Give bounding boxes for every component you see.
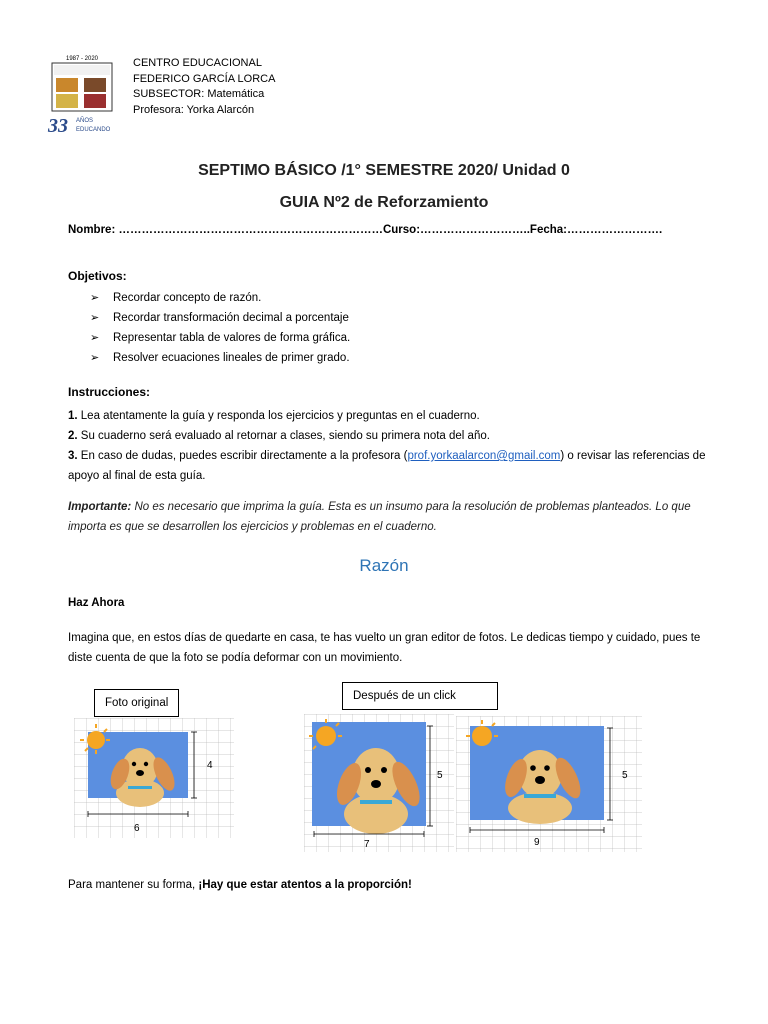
instructions-body bbox=[68, 406, 718, 486]
after-click-figure-2 bbox=[456, 716, 642, 852]
after1-height-label: 5 bbox=[437, 770, 443, 781]
after1-width-label: 7 bbox=[364, 839, 370, 850]
school-logo bbox=[44, 52, 120, 138]
original-photo-figure bbox=[74, 718, 234, 848]
teacher: Profesora: Yorka Alarcón bbox=[133, 103, 255, 116]
objectives-heading: Objetivos: bbox=[68, 269, 127, 283]
arrow-bullet-icon: ➢ bbox=[90, 351, 100, 364]
subsector: SUBSECTOR: Matemática bbox=[133, 88, 265, 100]
instructions-heading: Instrucciones: bbox=[68, 385, 151, 399]
orig-width-label: 6 bbox=[134, 823, 140, 834]
page-subtitle: GUIA Nº2 de Reforzamiento bbox=[279, 194, 489, 211]
logo-tagline-2: EDUCANDO bbox=[76, 127, 111, 133]
email-link[interactable]: prof.yorkaalarcon@gmail.com bbox=[407, 450, 561, 462]
after2-height-label: 5 bbox=[622, 770, 628, 781]
list-item: ➢ Representar tabla de valores de forma gráfica. bbox=[90, 328, 350, 348]
orig-height-label: 4 bbox=[207, 760, 213, 771]
name-course-date-line: Nombre: ……………………………………………………………Curso:………………………..Fecha:……………………. bbox=[68, 224, 663, 236]
arrow-bullet-icon: ➢ bbox=[90, 311, 100, 324]
closing-sentence: Para mantener su forma, ¡Hay que estar atentos a la proporción! bbox=[68, 879, 412, 891]
closing-emphasis: ¡Hay que estar atentos a la proporción! bbox=[198, 879, 412, 891]
label-original-photo: Foto original bbox=[94, 689, 179, 717]
arrow-bullet-icon: ➢ bbox=[90, 331, 100, 344]
list-item: ➢ Recordar transformación decimal a porcentaje bbox=[90, 308, 350, 328]
instruction-1: 1. Lea atentamente la guía y responda los ejercicios y preguntas en el cuaderno. bbox=[68, 410, 480, 422]
logo-years: 1987 - 2020 bbox=[65, 56, 99, 62]
page-title: SEPTIMO BÁSICO /1° SEMESTRE 2020/ Unidad 0 bbox=[198, 162, 570, 179]
important-label: Importante: bbox=[68, 501, 132, 513]
after-click-figure-1 bbox=[304, 714, 454, 852]
school-name: CENTRO EDUCACIONAL bbox=[133, 57, 262, 69]
logo-number: 33 bbox=[48, 115, 68, 137]
after2-width-label: 9 bbox=[534, 837, 540, 848]
logo-tagline-1: AÑOS bbox=[76, 118, 94, 124]
label-after-click: Después de un click bbox=[342, 682, 498, 710]
arrow-bullet-icon: ➢ bbox=[90, 291, 100, 304]
school-info bbox=[133, 56, 275, 118]
important-note: Importante: No es necesario que imprima la guía. Esta es un insumo para la resolución de problemas planteados. Lo que importa es que se desarrollen los ejercicios y problemas en el cuaderno. bbox=[68, 501, 691, 533]
instruction-3: 3. En caso de dudas, puedes escribir directamente a la profesora (prof.yorkaalarcon@gmail.com) o revisar las referencias de apoyo al final de esta guía. bbox=[68, 450, 706, 482]
section-title: Razón bbox=[359, 556, 409, 575]
objectives-list bbox=[90, 288, 350, 368]
list-item: ➢ Resolver ecuaciones lineales de primer grado. bbox=[90, 348, 350, 368]
intro-paragraph: Imagina que, en estos días de quedarte en casa, te has vuelto un gran editor de fotos. Le dedicas tiempo y cuidado, pues te diste cuenta de que la foto se podía deformar con un movimiento. bbox=[68, 632, 701, 664]
school-name-2: FEDERICO GARCÍA LORCA bbox=[133, 72, 276, 85]
list-item: ➢ Recordar concepto de razón. bbox=[90, 288, 350, 308]
haz-ahora-heading: Haz Ahora bbox=[68, 597, 125, 609]
instruction-2: 2. Su cuaderno será evaluado al retornar a clases, siendo su primera nota del año. bbox=[68, 430, 490, 442]
